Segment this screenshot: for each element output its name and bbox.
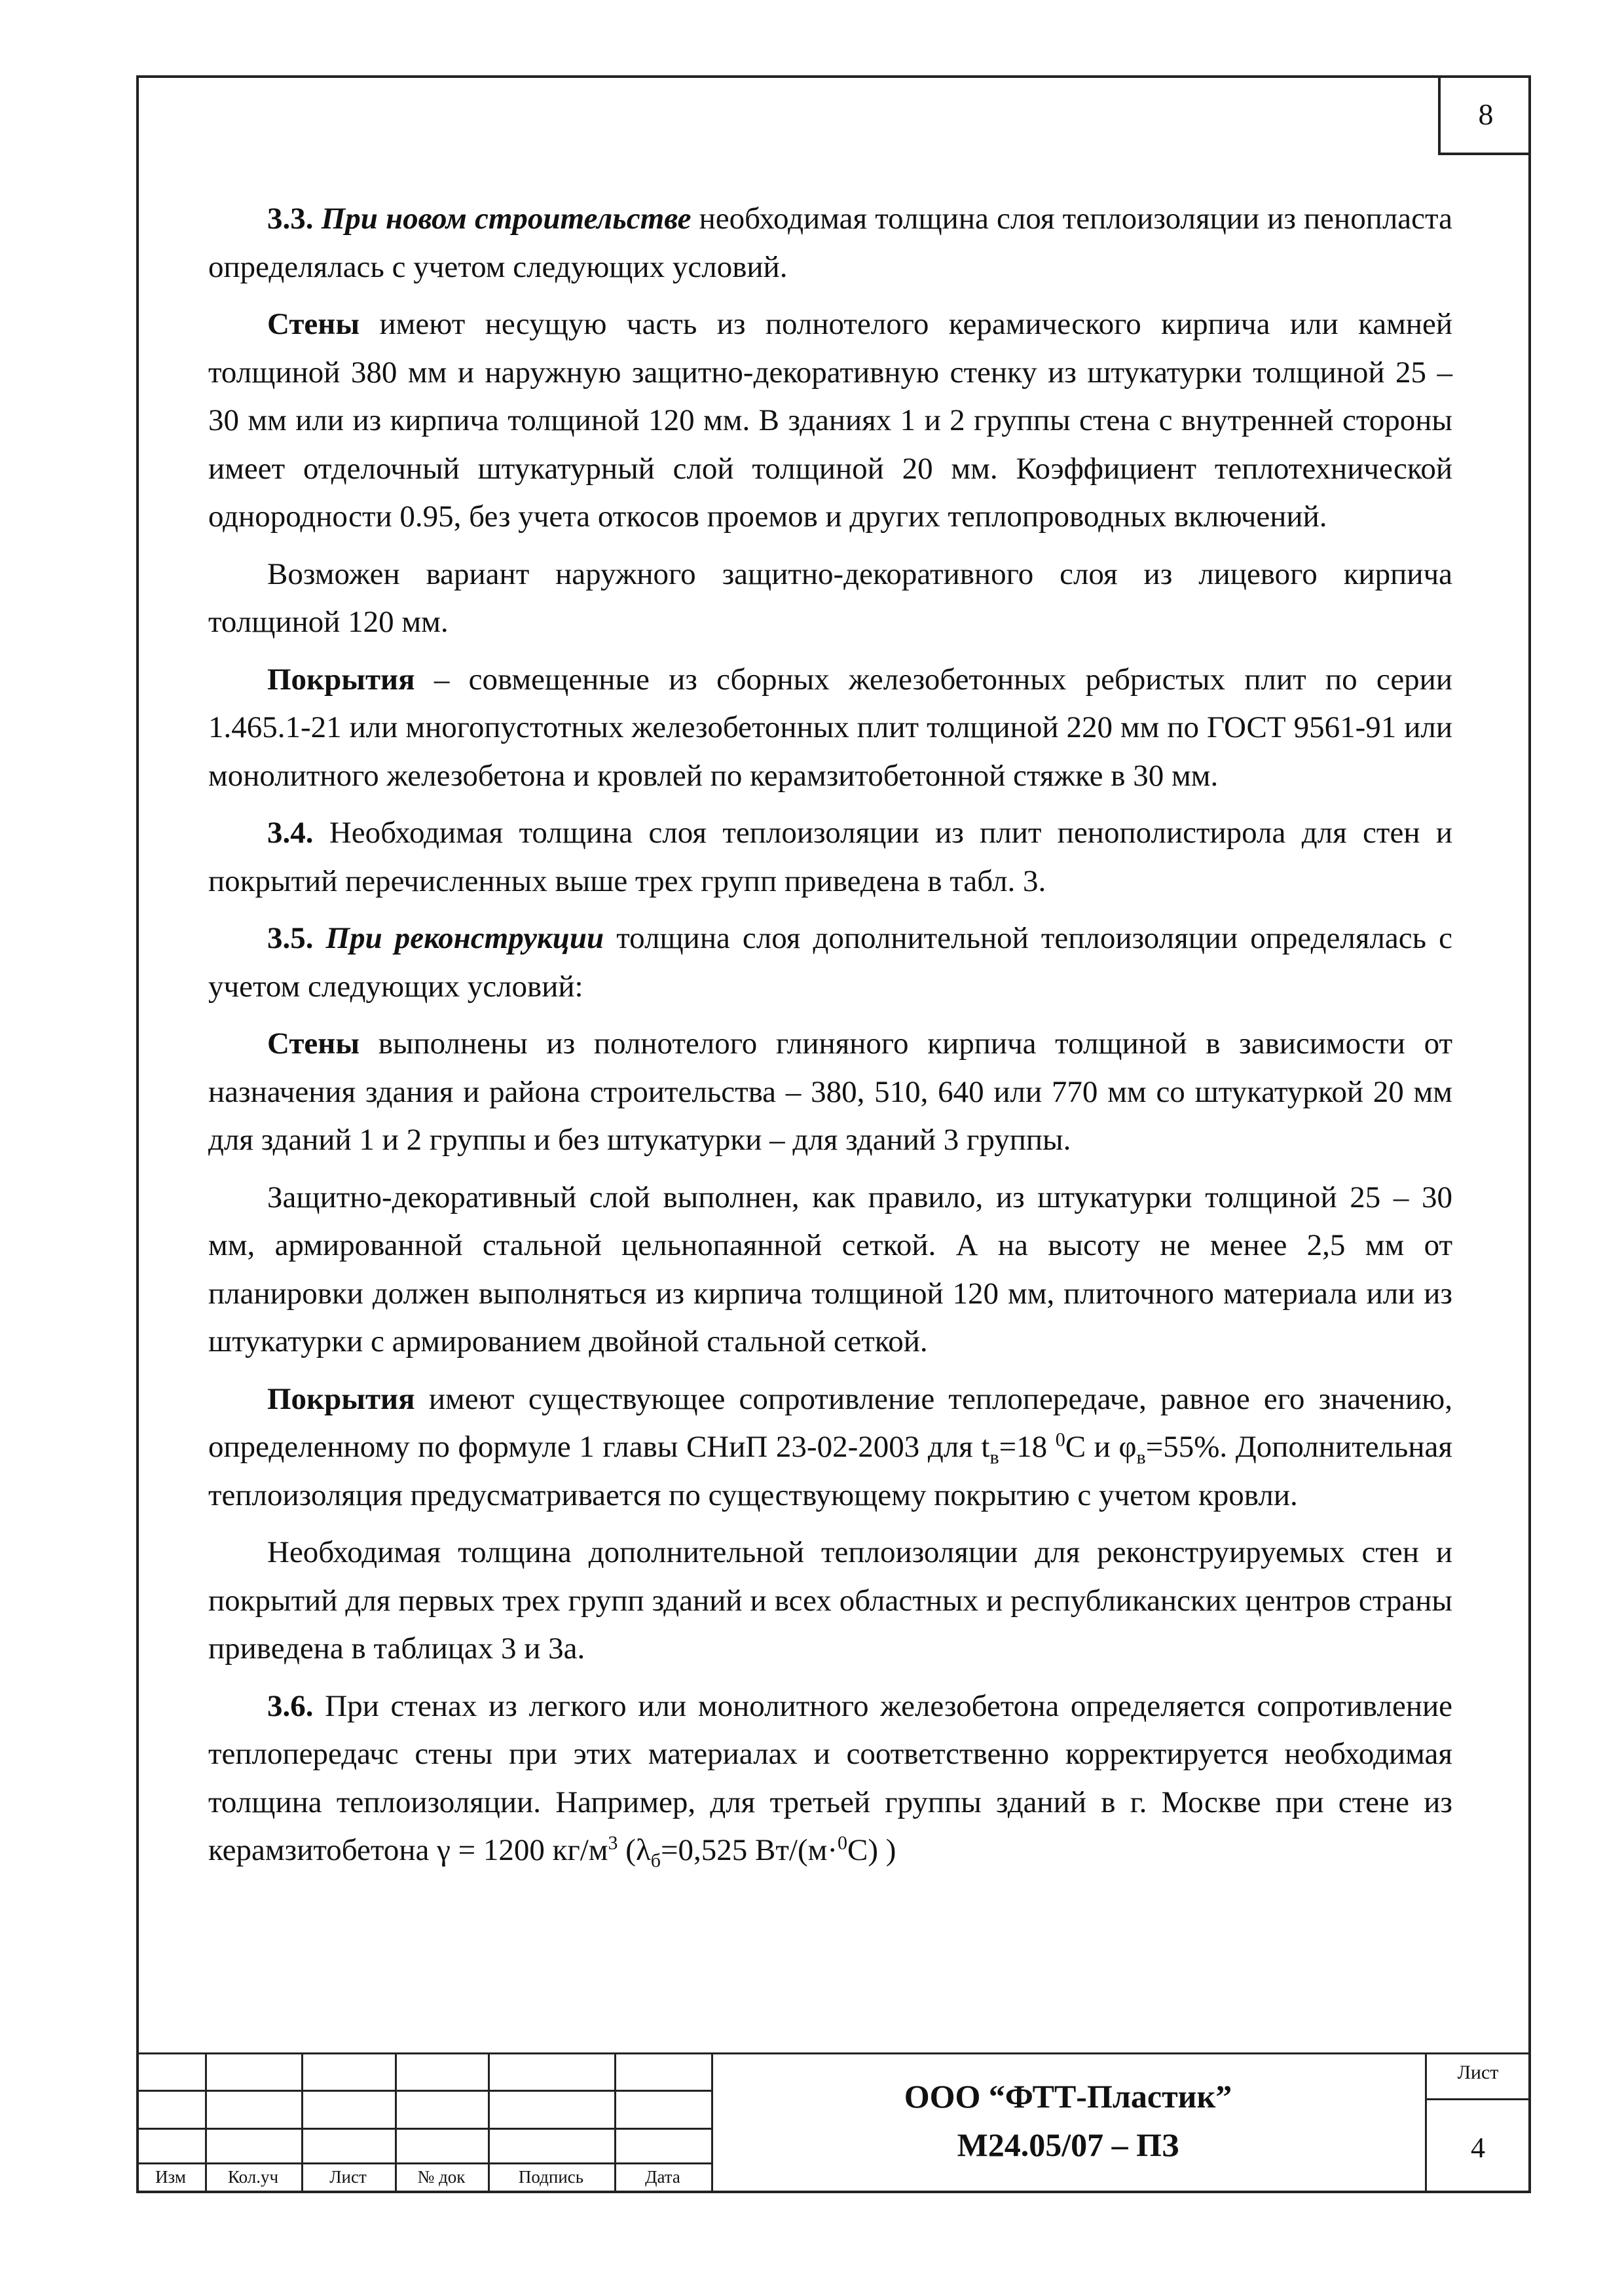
sheet-number: 4: [1471, 2132, 1485, 2164]
paragraph-variant: Возможен вариант наружного защитно-декоративного слоя из лицевого кирпича толщиной 120 мм.: [208, 556, 1452, 639]
paragraph-roofs-new: [208, 656, 1452, 801]
paragraph-walls-reconstruction: [208, 1020, 1452, 1165]
paragraph-text: =18: [999, 1430, 1056, 1464]
col-label-qty: Кол.уч: [227, 2167, 279, 2187]
lead-word: Стены: [267, 1027, 360, 1061]
paragraph-text: выполнены из полнотелого глиняного кирпича толщиной в зависимости от назначения здания и района строительства – 380, 510, 640 или 770 мм со штукатуркой 20 мм для зданий 1 и 2 группы и без штукатурки – для зданий 3 группы.: [208, 1027, 1452, 1157]
paragraph-text: толщина слоя дополнительной теплоизоляции определялась с учетом следующих условий:: [208, 921, 1452, 1004]
title-block: [136, 2052, 1531, 2193]
col-label-revision: Изм: [155, 2167, 186, 2187]
paragraph-text: – совмещенные из сборных железобетонных ребристых плит по серии 1.465.1-21 или многопустотных железобетонных плит толщиной 220 мм по ГОСТ 9561-91 или монолитного железобетона и кровлей по керамзитобетонной стяжке в 30 мм.: [208, 662, 1452, 793]
paragraph-3-5: [208, 915, 1452, 1011]
col-label-date: Дата: [645, 2167, 680, 2187]
paragraph-text: имеют несущую часть из полнотелого керамического кирпича или камней толщиной 380 мм и наружную защитно-декоративную стенку из штукатурки толщиной 25 – 30 мм или из кирпича толщиной 120 мм. В зданиях 1 и 2 группы стена с внутренней стороны имеет отделочный штукатурный слой толщиной 20 мм. Коэффициент теплотехнической однородности 0.95, без учета откосов проемов и других теплопроводных включений.: [208, 307, 1452, 534]
paragraph-text: Необходимая толщина слоя теплоизоляции из плит пенополистирола для стен и покрытий перечисленных выше трех групп приведена в табл. 3.: [208, 816, 1452, 898]
paragraph-text: С) ): [847, 1833, 896, 1867]
col-label-sheet: Лист: [329, 2167, 367, 2187]
paragraph-text: =0,525 Вт/(м·: [661, 1833, 838, 1867]
col-label-signature: Подпись: [518, 2167, 584, 2187]
lead-phrase: При новом строительстве: [321, 202, 692, 236]
paragraph-text: При стенах из легкого или монолитного железобетона определяется сопротивление теплопередачс стены при этих материалах и соответственно корректируется необходимая толщина теплоизоляции. Например, для третьей группы зданий в г. Москве при стене из керамзитобетона γ = 1200 кг/м: [208, 1688, 1452, 1867]
clause-number: 3.4.: [267, 816, 314, 850]
paragraph-3-6: [208, 1683, 1452, 1875]
title-block-col-line: [711, 2052, 713, 2193]
superscript: 0: [1055, 1429, 1065, 1451]
document-body: [208, 195, 1452, 1884]
paragraph-text: необходимая толщина слоя теплоизоляции из пенопласта определялась с учетом следующих условий.: [208, 202, 1452, 284]
lead-word: Покрытия: [267, 1381, 415, 1416]
paragraph-3-4: [208, 809, 1452, 905]
title-block-row-line: [136, 2128, 711, 2130]
lead-word: Покрытия: [267, 662, 415, 697]
paragraph-protective-layer: Защитно-декоративный слой выполнен, как правило, из штукатурки толщиной 25 – 30 мм, армированной стальной цельнопаянной сеткой. А на высоту не менее 2,5 мм от планировки должен выполняться из кирпича толщиной 120 мм, плиточного материала или из штукатурки с армированием двойной стальной сеткой.: [208, 1180, 1452, 1358]
paragraph-3-3: [208, 195, 1452, 291]
superscript: 0: [838, 1832, 848, 1854]
paragraph-walls-new: [208, 301, 1452, 541]
page-number: 8: [1438, 75, 1531, 155]
superscript: 3: [608, 1832, 618, 1854]
paragraph-text: имеют существующее сопротивление теплопередаче, равное его значению, определенному по формуле 1 главы СНиП 23-02-2003 для t: [208, 1381, 1452, 1464]
paragraph-text: =55%. Дополнительная теплоизоляция предусматривается по существующему покрытию с учетом кровли.: [208, 1430, 1452, 1512]
clause-number: 3.3.: [267, 202, 314, 236]
paragraph-required-thickness: Необходимая толщина дополнительной теплоизоляции для реконструируемых стен и покрытий для первых трех групп зданий и всех областных и республиканских центров страны приведена в таблицах 3 и 3а.: [208, 1535, 1452, 1666]
lead-word: Стены: [267, 307, 360, 341]
subscript: в: [989, 1446, 999, 1468]
col-label-doc-number: № док: [417, 2167, 466, 2187]
sheet-label: Лист: [1457, 2062, 1499, 2083]
subscript: в: [1136, 1446, 1146, 1468]
clause-number: 3.6.: [267, 1688, 314, 1723]
title-block-top-line: [136, 2052, 1531, 2054]
lead-phrase: При реконструкции: [325, 921, 604, 955]
paragraph-text: С и φ: [1065, 1430, 1137, 1464]
subscript: б: [650, 1850, 661, 1872]
title-block-sheet-line: [1425, 2098, 1531, 2100]
paragraph-text: (λ: [618, 1833, 651, 1867]
title-block-row-line: [136, 2090, 711, 2092]
document-code: М24.05/07 – ПЗ: [957, 2126, 1179, 2163]
organization-name: ООО “ФТТ-Пластик”: [904, 2078, 1232, 2115]
clause-number: 3.5.: [267, 921, 314, 955]
paragraph-roofs-reconstruction: [208, 1376, 1452, 1520]
